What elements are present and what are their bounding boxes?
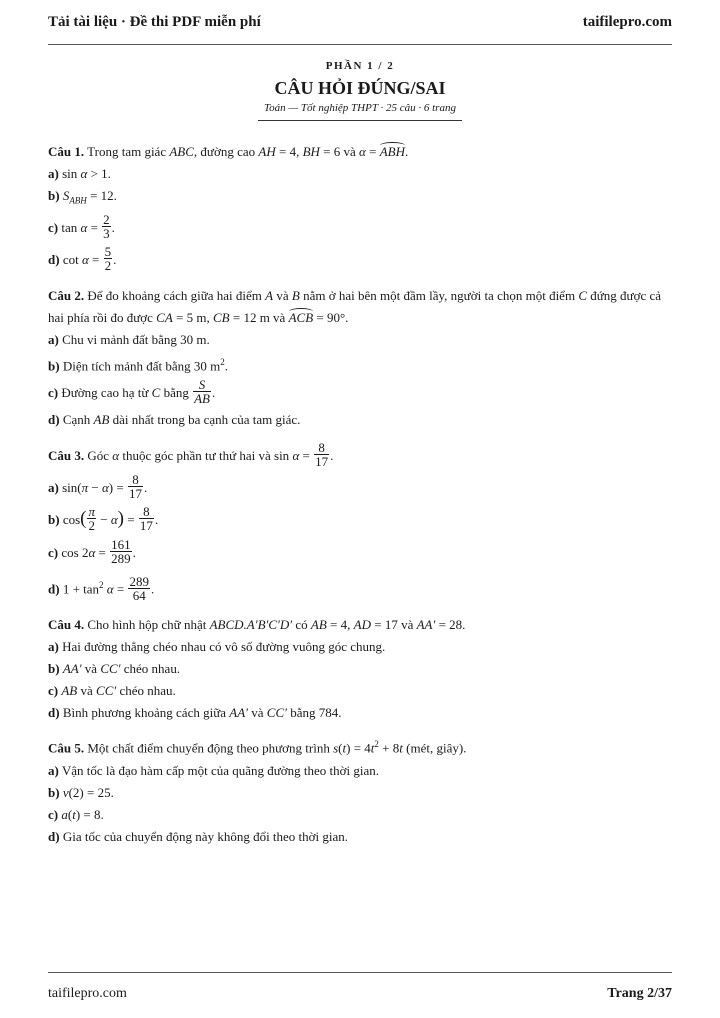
question-label: Câu 3. [48,447,85,463]
question-label: Câu 5. [48,740,85,756]
option-c: c) Đường cao hạ từ C bằng $\frac{S}{AB}$ . [48,377,216,407]
question-3 [48,440,672,605]
part-indicator: PHẦN 1 / 2 [325,60,395,72]
question-stem: Câu 1. Trong tam giác ABC, đường cao AH = 4, BH = 6 và α = ABH. [48,141,672,163]
option-b: b) Diện tích mảnh đất bằng 30 $m^2$. [48,356,228,373]
option-a: a) sin(π − α) = $\frac{8}{17}$ . [48,472,148,502]
title-underline [258,120,462,121]
option-d: d) cot α = $\frac{5}{2}$ . [48,244,117,274]
question-label: Câu 4. [48,617,85,633]
page-subtitle: Toán — Tốt nghiệp THPT · 25 câu · 6 trang [264,102,456,114]
footer-divider [48,972,672,973]
page-number: Trang 2/37 [607,986,672,1001]
option-a: a) Vận tốc là đạo hàm cấp một của quãng đường theo thời gian. [48,762,380,778]
header-site-title: Tải tài liệu · Đề thi PDF miễn phí [48,14,261,30]
option-d: d) $1 + \tan^2 \alpha$ = $\frac{289}{64}$ . [48,573,155,603]
question-4 [48,614,672,724]
page-title: CÂU HỎI ĐÚNG/SAI [274,78,446,98]
question-stem: Câu 3. Góc α thuộc góc phần tư thứ hai và sin α = $\frac{8}{17}$ . [48,440,334,470]
header-site-link[interactable]: taifilepro.com [582,14,672,30]
option-c: c) cos 2α = $\frac{161}{289}$ . [48,537,136,567]
question-2 [48,285,672,431]
option-c: c) a(t) = 8. [48,806,104,822]
option-a: a) Chu vi mảnh đất bằng 30 m. [48,331,210,347]
option-b: b) cos( $\frac{\pi}{2}$ − α) = $\frac{8}{17}$ . [48,504,159,534]
footer-site-link[interactable]: taifilepro.com [48,986,127,1001]
option-b: b) v(2) = 25. [48,784,114,800]
question-1 [48,141,672,276]
question-list [48,141,672,848]
header-divider [48,44,672,45]
question-5 [48,733,672,847]
option-c: c) AB và CC′ chéo nhau. [48,683,176,699]
option-a: a) sin α > 1. [48,166,111,181]
option-b: b) AA′ và CC′ chéo nhau. [48,661,181,677]
option-d: d) Cạnh AB dài nhất trong ba cạnh của tam giác. [48,411,301,427]
question-label: Câu 1. [48,144,85,159]
option-d: d) Bình phương khoảng cách giữa AA′ và CC′ bằng 784. [48,705,342,721]
question-label: Câu 2. [48,287,85,303]
option-a: a) Hai đường thẳng chéo nhau có vô số đường vuông góc chung. [48,639,386,655]
question-stem: Câu 2. Để đo khoảng cách giữa hai điểm A và B nằm ở hai bên một đầm lầy, người ta chọn một điểm C đứng được cả hai phía rồi đo được CA = 5 m, CB = 12 m và ACB = 90°. [48,285,672,329]
title-block [0,60,720,121]
option-d: d) Gia tốc của chuyển động này không đổi theo thời gian. [48,828,349,844]
question-stem: Câu 5. Một chất điểm chuyển động theo phương trình $s(t) = 4t^2 + 8t$ (mét, giây). [48,739,467,756]
option-c: c) tan α = $\frac{2}{3}$ . [48,212,115,242]
option-b: b) $S_{ABH} = 12$. [48,188,117,206]
question-stem: Câu 4. Cho hình hộp chữ nhật ABCD.A′B′C′D′ có AB = 4, AD = 17 và AA′ = 28. [48,617,466,633]
